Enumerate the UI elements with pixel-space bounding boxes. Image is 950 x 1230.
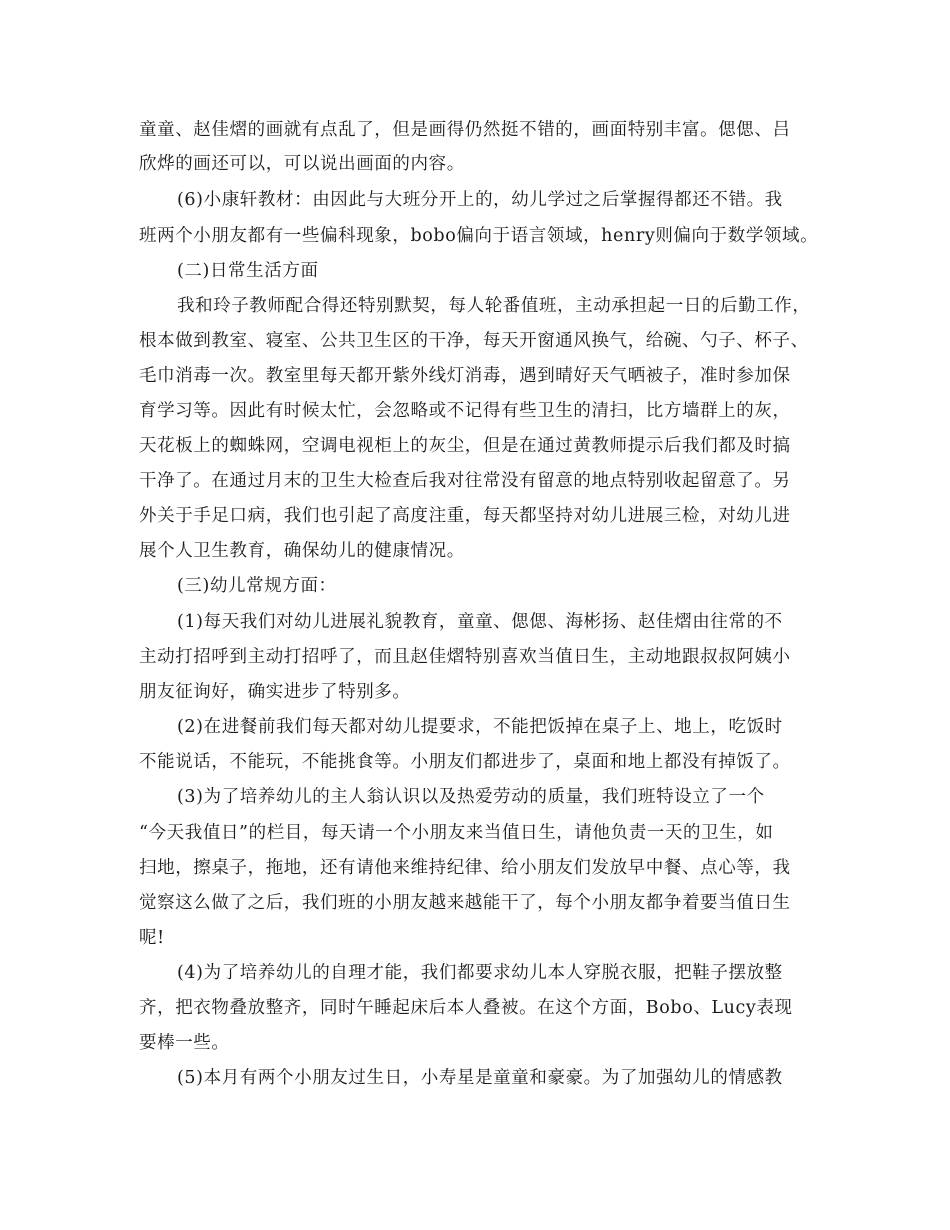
text-line: 觉察这么做了之后，我们班的小朋友越来越能干了，每个小朋友都争着要当值日生: [139, 893, 791, 913]
text-line: 班两个小朋友都有一些偏科现象，bobo偏向于语言领域，henry则偏向于数学领域。: [139, 226, 819, 246]
text-line: 外关于手足口病，我们也引起了高度注重，每天都坚持对幼儿进展三检，对幼儿进: [139, 506, 791, 526]
paragraph-line: 我和玲子教师配合得还特别默契，每人轮番值班，主动承担起一日的后勤工作，: [177, 296, 811, 316]
paragraph-line: (3)为了培养幼儿的主人翁认识以及热爱劳动的质量，我们班特设立了一个: [177, 787, 765, 807]
text-line: 育学习等。因此有时候太忙，会忽略或不记得有些卫生的清扫，比方墙群上的灰，: [139, 401, 791, 421]
text-line: 主动打招呼到主动打招呼了，而且赵佳熠特别喜欢当值日生，主动地跟叔叔阿姨小: [139, 647, 791, 667]
section-heading: (三)幼儿常规方面：: [177, 576, 337, 596]
text-line: 不能说话，不能玩，不能挑食等。小朋友们都进步了，桌面和地上都没有掉饭了。: [139, 752, 791, 772]
text-line: “今天我值日”的栏目，每天请一个小朋友来当值日生，请他负责一天的卫生，如: [139, 823, 774, 843]
paragraph-line: (5)本月有两个小朋友过生日，小寿星是童童和豪豪。为了加强幼儿的情感教: [177, 1068, 783, 1088]
text-line: 呢!: [139, 928, 165, 948]
text-line: 齐，把衣物叠放整齐，同时午睡起床后本人叠被。在这个方面，Bobo、Lucy表现: [139, 998, 793, 1018]
paragraph-line: (6)小康轩教材：由因此与大班分开上的，幼儿学过之后掌握得都还不错。我: [177, 190, 783, 210]
text-line: 欣烨的画还可以，可以说出画面的内容。: [139, 154, 465, 174]
text-line: 童童、赵佳熠的画就有点乱了，但是画得仍然挺不错的，画面特别丰富。偲偲、吕: [139, 120, 791, 140]
text-line: 要棒一些。: [139, 1033, 230, 1053]
text-line: 展个人卫生教育，确保幼儿的健康情况。: [139, 541, 465, 561]
text-line: 朋友征询好，确实进步了特别多。: [139, 682, 411, 702]
paragraph-line: (2)在进餐前我们每天都对幼儿提要求，不能把饭掉在桌子上、地上，吃饭时: [177, 717, 783, 737]
text-line: 天花板上的蜘蛛网，空调电视柜上的灰尘，但是在通过黄教师提示后我们都及时搞: [139, 436, 791, 456]
section-heading: (二)日常生活方面: [177, 261, 319, 281]
text-line: 根本做到教室、寝室、公共卫生区的干净，每天开窗通风换气，给碗、勺子、杯子、: [139, 331, 809, 351]
text-line: 毛巾消毒一次。教室里每天都开紫外线灯消毒，遇到晴好天气晒被子，准时参加保: [139, 366, 791, 386]
text-line: 扫地，擦桌子，拖地，还有请他来维持纪律、给小朋友们发放早中餐、点心等，我: [139, 858, 791, 878]
paragraph-line: (4)为了培养幼儿的自理才能，我们都要求幼儿本人穿脱衣服，把鞋子摆放整: [177, 963, 783, 983]
text-line: 干净了。在通过月末的卫生大检查后我对往常没有留意的地点特别收起留意了。另: [139, 471, 791, 491]
paragraph-line: (1)每天我们对幼儿进展礼貌教育，童童、偲偲、海彬扬、赵佳熠由往常的不: [177, 612, 783, 632]
